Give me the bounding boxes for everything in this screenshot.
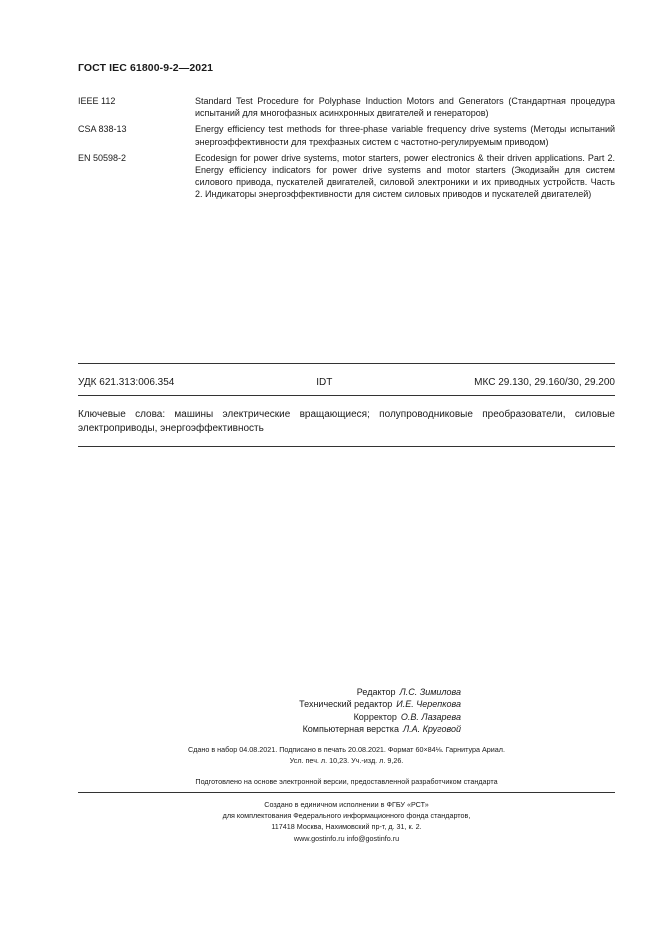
divider-middle <box>78 395 615 396</box>
reference-item <box>78 95 615 119</box>
reference-item <box>78 152 615 201</box>
staff-role: Редактор <box>356 687 396 697</box>
idt-marker: IDT <box>316 377 333 388</box>
staff-name: Л.С. Зимилова <box>399 687 461 697</box>
staff-list <box>200 686 461 735</box>
imprint-line: Усл. печ. л. 10,23. Уч.-изд. л. 9,26. <box>289 756 404 765</box>
staff-item <box>200 698 461 710</box>
staff-name: Л.А. Круговой <box>402 723 461 734</box>
imprint-line: Сдано в набор 04.08.2021. Подписано в печать 20.08.2021. Формат 60×84⅛. Гарнитура Ариал. <box>188 745 505 754</box>
reference-code: EN 50598-2 <box>78 152 127 163</box>
staff-item <box>200 711 461 723</box>
reference-item <box>78 123 615 147</box>
reference-code: CSA 838-13 <box>78 124 127 135</box>
staff-role: Технический редактор <box>299 699 393 710</box>
reference-list <box>78 95 615 205</box>
divider-top <box>78 363 615 364</box>
mks-code: МКС 29.130, 29.160/30, 29.200 <box>474 377 615 388</box>
staff-name: О.В. Лазарева <box>400 711 461 722</box>
staff-role: Компьютерная верстка <box>302 723 399 734</box>
publisher-line: Создано в единичном исполнении в ФГБУ «РСТ» <box>264 800 429 809</box>
reference-title: Standard Test Procedure for Polyphase Induction Motors and Generators (Стандартная процедура испытаний для многофазных асинхронных двигателей и генераторов) <box>195 96 615 119</box>
reference-title: Ecodesign for power drive systems, motor starters, power electronics & their driven applications. Part 2. Energy efficiency indicators for power drive systems and motor starters (Экодизайн для систем силового привода, пускателей двигателей, силовой электроники и их приводных устройств. Часть 2. Индикаторы энергоэффективности для систем силовых приводов и пускателей двигателей) <box>195 152 615 200</box>
udk-code: УДК 621.313:006.354 <box>78 377 175 388</box>
publisher-contacts: www.gostinfo.ru info@gostinfo.ru <box>293 833 400 843</box>
publisher-line: для комплектования Федерального информационного фонда стандартов, <box>222 811 471 821</box>
print-imprint <box>78 744 615 766</box>
classification-row <box>78 377 615 388</box>
prepared-note: Подготовлено на основе электронной версии, предоставленной разработчиком стандарта <box>195 777 498 786</box>
staff-name: И.Е. Черепкова <box>396 699 461 710</box>
reference-title: Energy efficiency test methods for three-phase variable frequency drive systems (Методы испытаний энергоэффективности для трехфазных систем с частотно-регулируемым приводом) <box>195 124 615 147</box>
publisher-block <box>78 799 615 844</box>
divider-footer <box>78 792 615 793</box>
staff-item <box>200 723 461 735</box>
divider-bottom <box>78 446 615 447</box>
staff-role: Корректор <box>353 711 397 722</box>
staff-item <box>200 686 461 698</box>
keywords-text: Ключевые слова: машины электрические вращающиеся; полупроводниковые преобразователи, силовые электроприводы, энергоэффективность <box>78 409 615 434</box>
publisher-line: 117418 Москва, Нахимовский пр-т, д. 31, к. 2. <box>271 822 422 832</box>
standard-code-header: ГОСТ IEC 61800-9-2—2021 <box>78 62 214 74</box>
reference-code: IEEE 112 <box>78 96 116 106</box>
